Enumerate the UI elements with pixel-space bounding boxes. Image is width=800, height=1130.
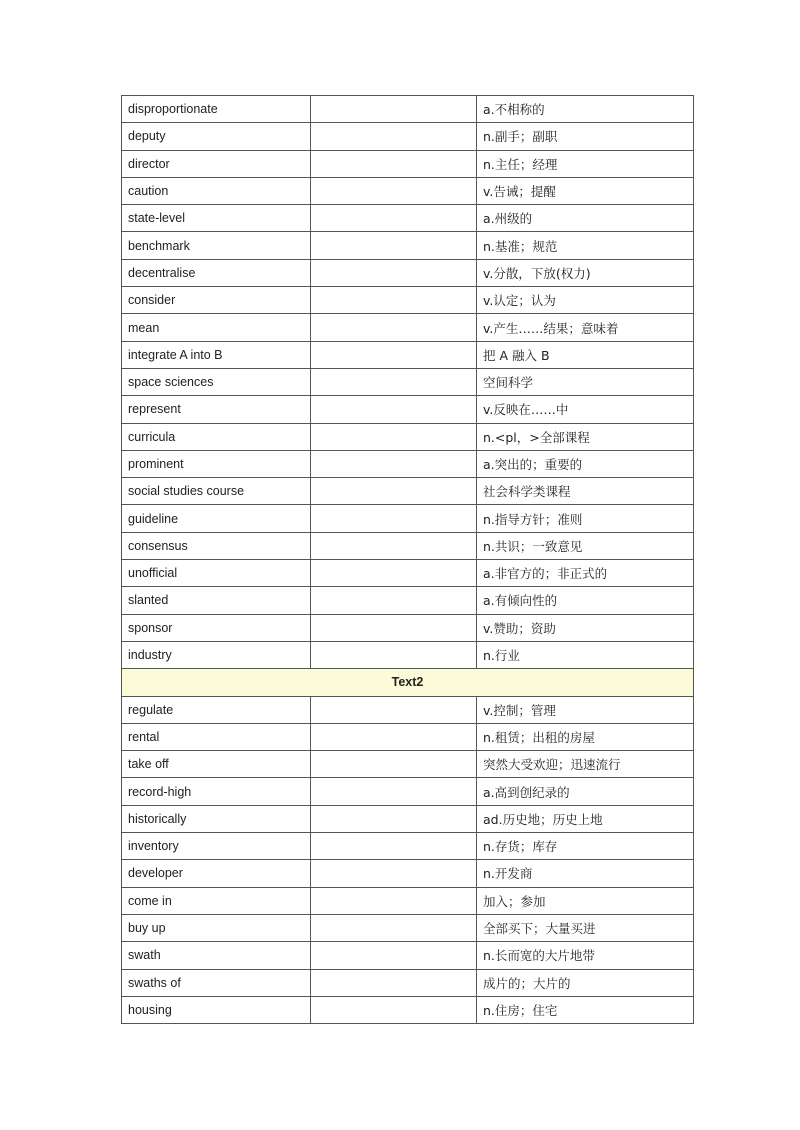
section-title: Text2 — [122, 669, 694, 696]
vocab-definition: a.高到创纪录的 — [477, 778, 694, 805]
vocab-row — [122, 314, 694, 341]
vocab-word: record-high — [122, 778, 311, 805]
vocab-blank-cell — [311, 205, 477, 232]
vocab-blank-cell — [311, 641, 477, 668]
vocab-row — [122, 287, 694, 314]
vocab-row — [122, 478, 694, 505]
vocab-definition: n.长而宽的大片地带 — [477, 942, 694, 969]
vocab-definition: a.不相称的 — [477, 96, 694, 123]
vocab-row — [122, 341, 694, 368]
vocab-definition: a.有倾向性的 — [477, 587, 694, 614]
vocab-definition: 空间科学 — [477, 368, 694, 395]
vocab-blank-cell — [311, 314, 477, 341]
vocab-blank-cell — [311, 833, 477, 860]
vocab-definition: n.主任；经理 — [477, 150, 694, 177]
vocab-word: caution — [122, 177, 311, 204]
vocab-word: swaths of — [122, 969, 311, 996]
vocab-definition: n.租赁；出租的房屋 — [477, 723, 694, 750]
vocab-word: guideline — [122, 505, 311, 532]
vocab-row — [122, 205, 694, 232]
vocabulary-table-body — [122, 96, 694, 1024]
vocab-blank-cell — [311, 560, 477, 587]
vocab-row — [122, 805, 694, 832]
vocab-definition: v.告诫；提醒 — [477, 177, 694, 204]
vocab-word: sponsor — [122, 614, 311, 641]
vocab-blank-cell — [311, 532, 477, 559]
vocab-word: housing — [122, 996, 311, 1023]
vocab-word: consider — [122, 287, 311, 314]
vocab-row — [122, 96, 694, 123]
vocab-blank-cell — [311, 478, 477, 505]
vocab-definition: v.赞助；资助 — [477, 614, 694, 641]
vocab-definition: n.基准；规范 — [477, 232, 694, 259]
vocab-definition: v.控制；管理 — [477, 696, 694, 723]
vocab-definition: v.分散，下放(权力) — [477, 259, 694, 286]
vocab-blank-cell — [311, 696, 477, 723]
vocab-word: prominent — [122, 450, 311, 477]
vocab-definition: ad.历史地；历史上地 — [477, 805, 694, 832]
vocab-row — [122, 123, 694, 150]
vocab-word: historically — [122, 805, 311, 832]
vocab-row — [122, 232, 694, 259]
vocab-row — [122, 396, 694, 423]
vocab-row — [122, 560, 694, 587]
vocab-row — [122, 696, 694, 723]
vocab-blank-cell — [311, 123, 477, 150]
vocab-word: regulate — [122, 696, 311, 723]
vocab-word: inventory — [122, 833, 311, 860]
vocab-definition: n.开发商 — [477, 860, 694, 887]
vocab-blank-cell — [311, 259, 477, 286]
section-header-row — [122, 669, 694, 696]
vocab-row — [122, 969, 694, 996]
vocab-row — [122, 641, 694, 668]
vocab-word: director — [122, 150, 311, 177]
vocab-row — [122, 942, 694, 969]
vocab-definition: n.<pl，>全部课程 — [477, 423, 694, 450]
vocab-row — [122, 914, 694, 941]
vocab-word: disproportionate — [122, 96, 311, 123]
vocab-word: swath — [122, 942, 311, 969]
vocab-word: buy up — [122, 914, 311, 941]
vocab-word: represent — [122, 396, 311, 423]
vocab-row — [122, 723, 694, 750]
vocab-word: benchmark — [122, 232, 311, 259]
vocab-blank-cell — [311, 96, 477, 123]
vocab-definition: n.指导方针；准则 — [477, 505, 694, 532]
vocab-word: space sciences — [122, 368, 311, 395]
vocab-word: industry — [122, 641, 311, 668]
vocab-word: rental — [122, 723, 311, 750]
vocab-definition: 成片的；大片的 — [477, 969, 694, 996]
vocab-blank-cell — [311, 805, 477, 832]
vocab-row — [122, 177, 694, 204]
vocab-blank-cell — [311, 368, 477, 395]
vocab-blank-cell — [311, 751, 477, 778]
vocab-blank-cell — [311, 996, 477, 1023]
vocab-blank-cell — [311, 232, 477, 259]
vocab-row — [122, 505, 694, 532]
vocab-row — [122, 751, 694, 778]
vocab-blank-cell — [311, 177, 477, 204]
vocab-definition: v.产生……结果；意味着 — [477, 314, 694, 341]
vocab-word: state-level — [122, 205, 311, 232]
vocab-blank-cell — [311, 860, 477, 887]
vocabulary-table — [121, 95, 694, 1024]
vocab-definition: v.认定；认为 — [477, 287, 694, 314]
vocab-definition: v.反映在……中 — [477, 396, 694, 423]
vocab-row — [122, 423, 694, 450]
vocab-definition: a.非官方的；非正式的 — [477, 560, 694, 587]
vocab-definition: n.共识；一致意见 — [477, 532, 694, 559]
vocab-row — [122, 860, 694, 887]
vocab-blank-cell — [311, 341, 477, 368]
vocab-definition: n.存货；库存 — [477, 833, 694, 860]
vocab-row — [122, 259, 694, 286]
vocab-blank-cell — [311, 450, 477, 477]
vocab-blank-cell — [311, 778, 477, 805]
vocab-definition: a.州级的 — [477, 205, 694, 232]
vocab-blank-cell — [311, 969, 477, 996]
vocab-definition: a.突出的；重要的 — [477, 450, 694, 477]
vocab-row — [122, 450, 694, 477]
vocab-word: integrate A into B — [122, 341, 311, 368]
vocab-blank-cell — [311, 423, 477, 450]
vocab-word: slanted — [122, 587, 311, 614]
vocab-definition: n.住房；住宅 — [477, 996, 694, 1023]
vocab-blank-cell — [311, 942, 477, 969]
vocab-row — [122, 833, 694, 860]
vocab-blank-cell — [311, 287, 477, 314]
vocab-definition: 加入；参加 — [477, 887, 694, 914]
vocab-blank-cell — [311, 587, 477, 614]
vocab-blank-cell — [311, 914, 477, 941]
vocab-word: unofficial — [122, 560, 311, 587]
vocab-word: developer — [122, 860, 311, 887]
vocab-word: consensus — [122, 532, 311, 559]
vocab-definition: 社会科学类课程 — [477, 478, 694, 505]
vocab-word: decentralise — [122, 259, 311, 286]
vocab-row — [122, 368, 694, 395]
vocab-definition: n.行业 — [477, 641, 694, 668]
vocab-definition: 全部买下；大量买进 — [477, 914, 694, 941]
vocab-blank-cell — [311, 723, 477, 750]
vocab-definition: n.副手；副职 — [477, 123, 694, 150]
vocab-definition: 突然大受欢迎；迅速流行 — [477, 751, 694, 778]
vocab-blank-cell — [311, 150, 477, 177]
vocab-row — [122, 150, 694, 177]
vocab-definition: 把 A 融入 B — [477, 341, 694, 368]
vocab-word: come in — [122, 887, 311, 914]
vocab-blank-cell — [311, 887, 477, 914]
vocab-word: social studies course — [122, 478, 311, 505]
vocab-row — [122, 887, 694, 914]
vocab-word: deputy — [122, 123, 311, 150]
vocab-row — [122, 532, 694, 559]
vocab-row — [122, 614, 694, 641]
vocab-word: take off — [122, 751, 311, 778]
vocab-row — [122, 587, 694, 614]
vocab-row — [122, 996, 694, 1023]
vocab-blank-cell — [311, 505, 477, 532]
vocab-row — [122, 778, 694, 805]
vocab-blank-cell — [311, 614, 477, 641]
vocab-blank-cell — [311, 396, 477, 423]
vocab-word: curricula — [122, 423, 311, 450]
vocab-word: mean — [122, 314, 311, 341]
